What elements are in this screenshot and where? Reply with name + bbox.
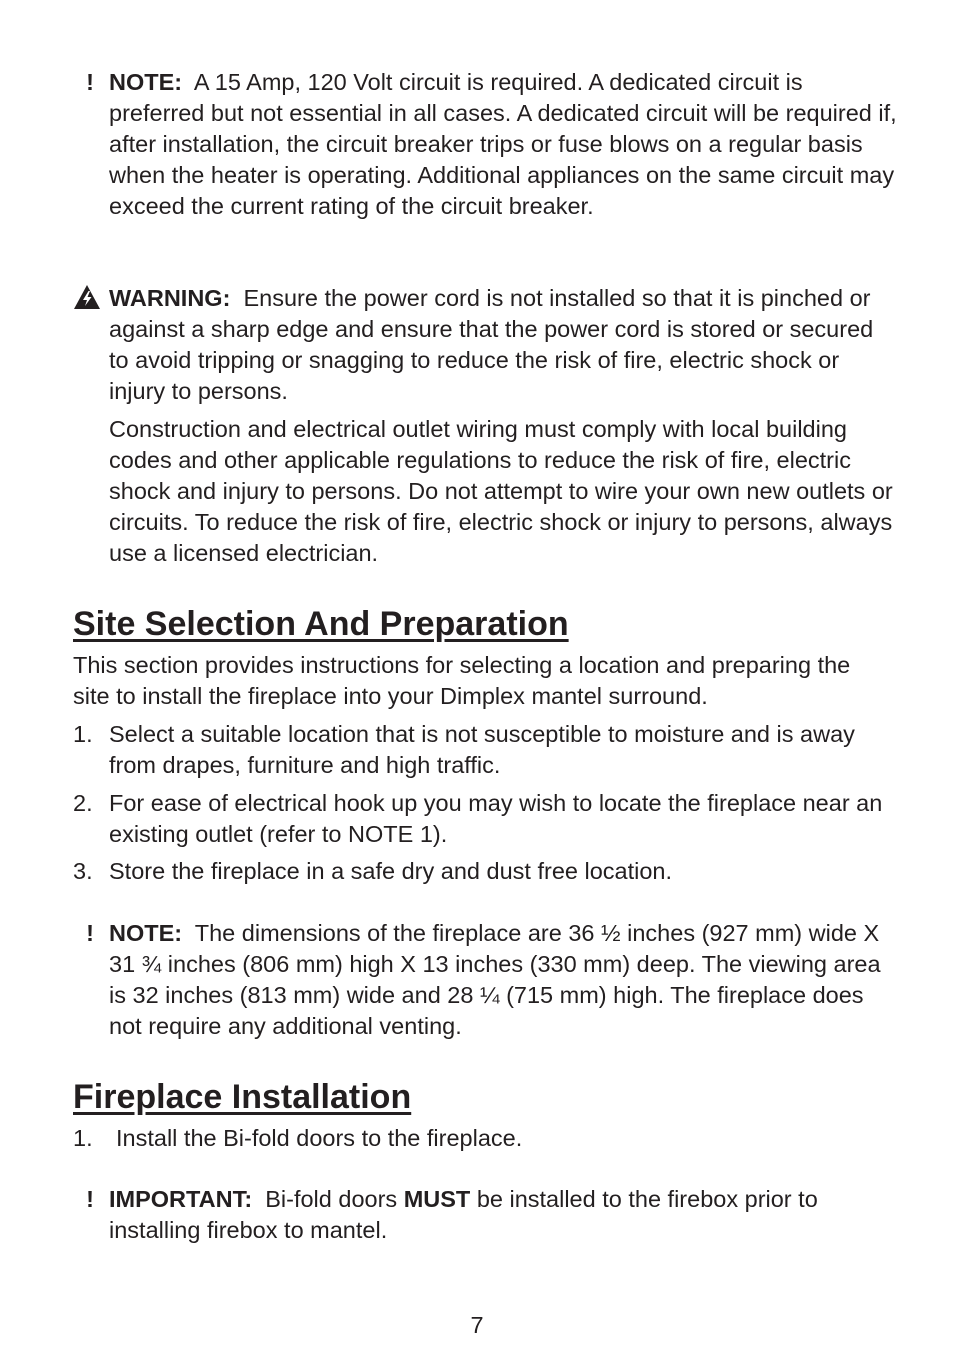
important-text-before: Bi-fold doors: [265, 1186, 398, 1212]
warning-text: Ensure the power cord is not installed so that it is pinched or against a sharp edge and ensure that the power cord is stored or secured to avoid tripping or snagging to reduce the risk of fire, electric shock or injury to persons.: [109, 285, 874, 404]
site-intro: This section provides instructions for selecting a location and preparing the site to install the fireplace into your Dimplex mantel surround.: [73, 652, 851, 709]
warning-label: WARNING:: [109, 285, 231, 311]
note-dimensions: [109, 918, 899, 1042]
note-marker: !: [86, 69, 94, 95]
list-item: Install the Bi-fold doors to the fireplace.: [116, 1125, 523, 1151]
list-item-number: 3.: [73, 858, 93, 884]
important-notice: [109, 1184, 899, 1246]
list-item: Select a suitable location that is not susceptible to moisture and is away from drapes, furniture and high traffic.: [109, 721, 855, 778]
important-emphasis: MUST: [403, 1186, 471, 1212]
important-label: IMPORTANT:: [109, 1186, 253, 1212]
warning-wiring-text: Construction and electrical outlet wiring must comply with local building codes and other applicable regulations to reduce the risk of fire, electric shock and injury to persons. Do not attempt to wire your own new outlets or circuits. To reduce the risk of fire, electric shock or injury to persons, always use a licensed electrician.: [109, 416, 893, 566]
list-item-number: 1.: [73, 1125, 93, 1151]
warning-power-cord: [109, 283, 899, 407]
list-item: For ease of electrical hook up you may wish to locate the fireplace near an existing outlet (refer to NOTE 1).: [109, 790, 883, 847]
note-marker: !: [86, 920, 94, 946]
important-marker: !: [86, 1186, 94, 1212]
note-text: A 15 Amp, 120 Volt circuit is required. A dedicated circuit is preferred but not essential in all cases. A dedicated circuit will be required if, after installation, the circuit breaker trips or fuse blows on a regular basis when the heater is operating. Additional appliances on the same circuit may exceed the current rating of the circuit breaker.: [109, 69, 897, 219]
section-heading-fireplace-installation: Fireplace Installation: [73, 1078, 412, 1116]
list-item-number: 2.: [73, 790, 93, 816]
note-text: The dimensions of the fireplace are 36 ½ inches (927 mm) wide X 31 ¾ inches (806 mm) high X 13 inches (330 mm) deep. The viewing area is 32 inches (813 mm) wide and 28 ¼ (715 mm) high. The fireplace does not require any additional venting.: [109, 920, 881, 1039]
note-label: NOTE:: [109, 69, 183, 95]
list-item-number: 1.: [73, 721, 93, 747]
warning-hazard-icon: [73, 284, 101, 310]
list-item: Store the fireplace in a safe dry and dust free location.: [109, 858, 673, 884]
note-label: NOTE:: [109, 920, 183, 946]
note-circuit: [109, 67, 899, 222]
section-heading-site-selection: Site Selection And Preparation: [73, 605, 569, 643]
important-text-after: be installed to the firebox prior to installing firebox to mantel.: [109, 1186, 818, 1243]
page-number: 7: [470, 1312, 484, 1338]
